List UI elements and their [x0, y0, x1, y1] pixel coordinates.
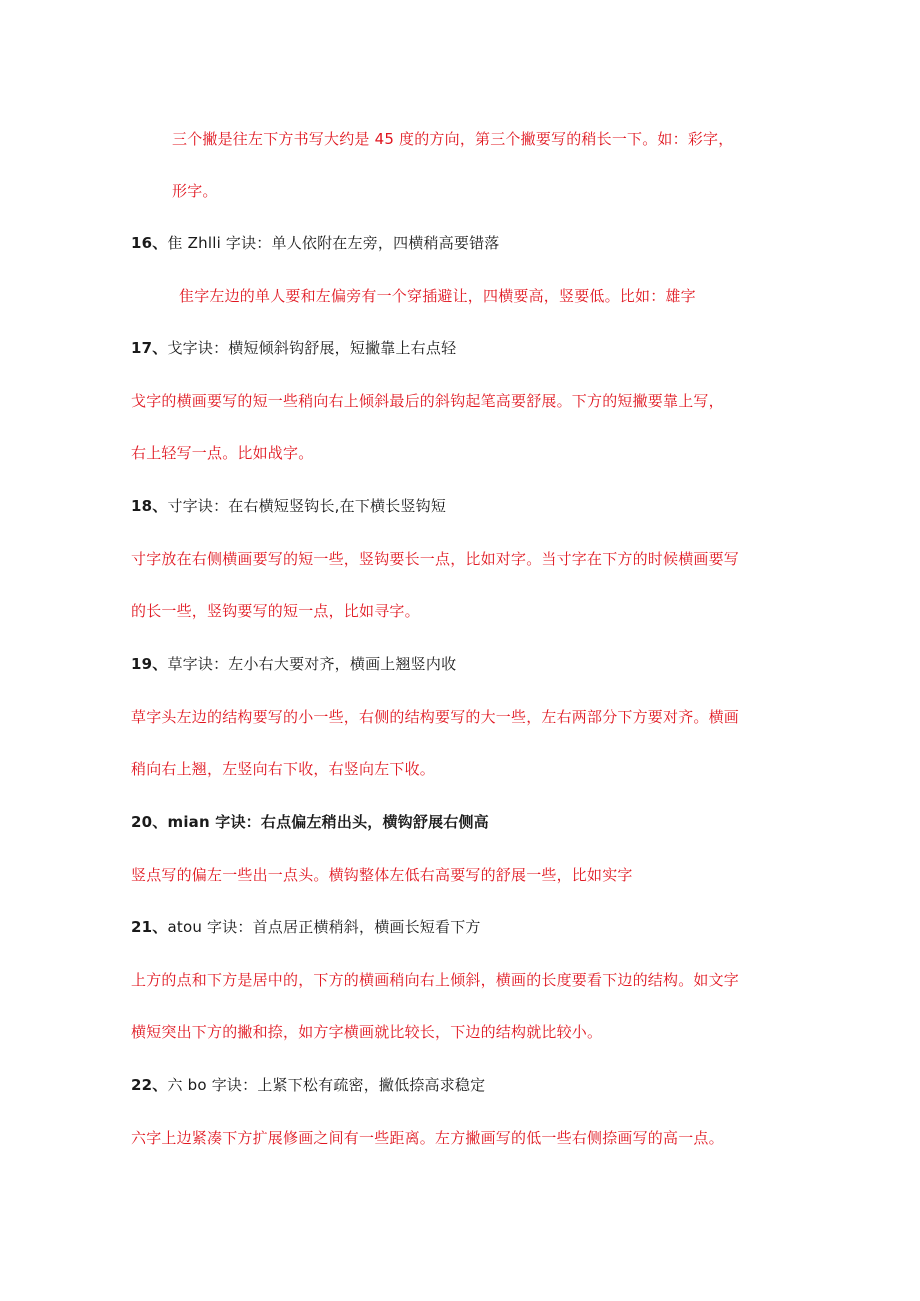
explanation-line: 右上轻写一点。比如战字。 [131, 444, 314, 462]
rule-heading-text: 寸字诀：在右横短竖钩长,在下横长竖钩短 [167, 497, 447, 515]
rule-heading-text: 隹 Zhlli 字诀：单人依附在左旁，四横稍高要错落 [167, 234, 500, 252]
rule-number: 19、 [131, 655, 168, 673]
rule-heading-17 [131, 338, 456, 358]
rule-heading-text: 草字诀：左小右大要对齐，横画上翘竖内收 [167, 655, 457, 673]
rule-heading-18 [131, 496, 446, 516]
explanation-line: 横短突出下方的撇和捺，如方字横画就比较长，下边的结构就比较小。 [131, 1023, 603, 1041]
explanation-line: 三个撇是往左下方书写大约是 45 度的方向，第三个撇要写的稍长一下。如：彩字， [172, 130, 734, 148]
rule-heading-text: 戈字诀：横短倾斜钩舒展，短撇靠上右点轻 [167, 339, 457, 357]
explanation-line: 的长一些，竖钩要写的短一点，比如寻字。 [131, 602, 420, 620]
explanation-line: 寸字放在右侧横画要写的短一些，竖钩要长一点，比如对字。当寸字在下方的时候横画要写 [131, 550, 740, 568]
explanation-line: 稍向右上翘，左竖向右下收，右竖向左下收。 [131, 760, 436, 778]
rule-number: 16、 [131, 234, 168, 252]
explanation-line: 上方的点和下方是居中的，下方的横画稍向右上倾斜，横画的长度要看下边的结构。如文字 [131, 971, 740, 989]
rule-number: 22、 [131, 1076, 168, 1094]
rule-number: 20、 [131, 813, 168, 831]
rule-heading-22 [131, 1075, 485, 1095]
explanation-line: 隹字左边的单人要和左偏旁有一个穿插避让，四横要高，竖要低。比如：雄字 [179, 287, 696, 305]
rule-heading-text: mian 字诀：右点偏左稍出头，横钩舒展右侧高 [167, 813, 489, 831]
explanation-line: 竖点写的偏左一些出一点头。横钩整体左低右高要写的舒展一些，比如实字 [131, 866, 633, 884]
explanation-line: 戈字的横画要写的短一些稍向右上倾斜最后的斜钩起笔高要舒展。下方的短撇要靠上写， [131, 392, 724, 410]
rule-number: 18、 [131, 497, 168, 515]
rule-heading-text: atou 字诀：首点居正横稍斜，横画长短看下方 [167, 918, 481, 936]
explanation-line: 草字头左边的结构要写的小一些，右侧的结构要写的大一些，左右两部分下方要对齐。横画 [131, 708, 740, 726]
explanation-line: 形字。 [172, 182, 218, 200]
rule-heading-20 [131, 812, 489, 832]
rule-heading-21 [131, 917, 481, 937]
explanation-line: 六字上边紧凑下方扩展修画之间有一些距离。左方撇画写的低一些右侧捺画写的高一点。 [131, 1129, 724, 1147]
rule-number: 17、 [131, 339, 168, 357]
rule-number: 21、 [131, 918, 168, 936]
rule-heading-16 [131, 233, 500, 253]
rule-heading-text: 六 bo 字诀：上紧下松有疏密，撇低捺高求稳定 [167, 1076, 486, 1094]
rule-heading-19 [131, 654, 456, 674]
